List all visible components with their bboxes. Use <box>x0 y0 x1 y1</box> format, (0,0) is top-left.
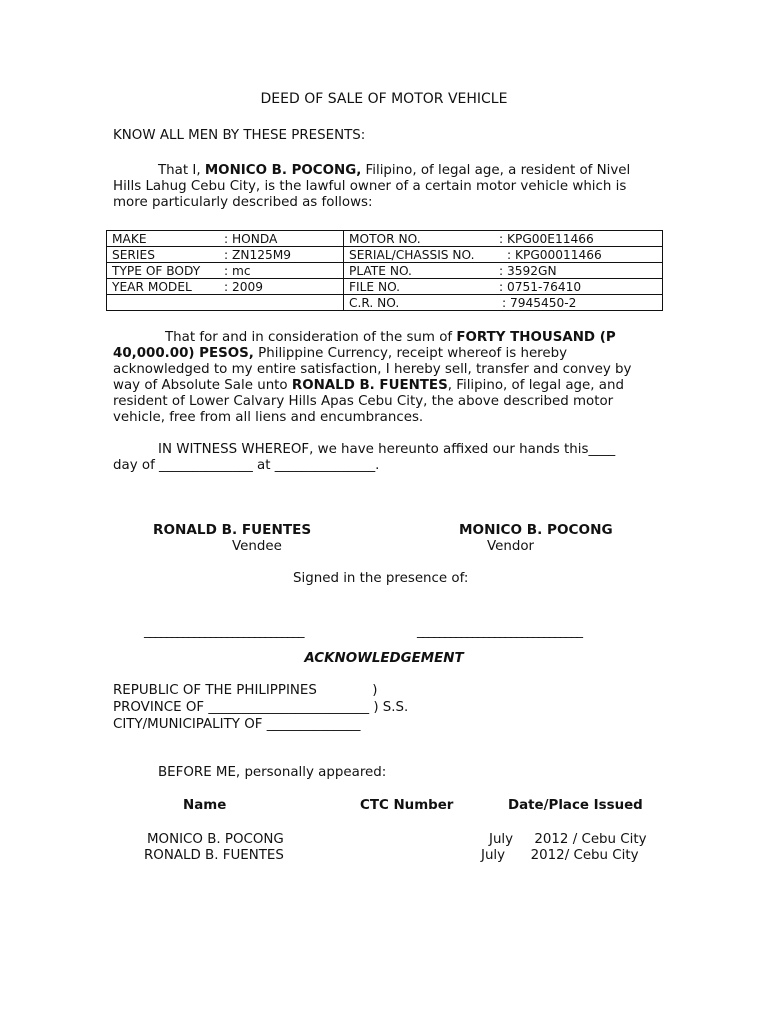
amount-figure: 40,000.00) PESOS, <box>113 346 254 361</box>
table-cell: FILE NO. : 0751-76410 <box>344 279 663 295</box>
intro-suffix: Filipino, of legal age, a resident of Nivel <box>365 163 631 178</box>
vendor-name-inline: MONICO B. POCONG, <box>204 163 362 178</box>
amount-words: FORTY THOUSAND (P <box>456 330 616 345</box>
appearer-date-place: July 2012/ Cebu City <box>481 848 639 863</box>
table-cell: PLATE NO. : 3592GN <box>344 263 663 279</box>
header-date-place: Date/Place Issued <box>508 798 643 813</box>
witness-paragraph <box>113 442 643 474</box>
table-cell: YEAR MODEL : 2009 <box>107 279 344 295</box>
consideration-line-5: resident of Lower Calvary Hills Apas Cebu City, the above described motor <box>113 394 614 409</box>
vendee-name: RONALD B. FUENTES <box>153 522 312 538</box>
header-ctc-number: CTC Number <box>360 798 454 813</box>
appearer-name: RONALD B. FUENTES <box>144 848 284 863</box>
intro-line-3: more particularly described as follows: <box>113 195 373 210</box>
acknowledgement-heading: ACKNOWLEDGEMENT <box>304 651 464 666</box>
table-row <box>107 247 663 263</box>
vendee-role: Vendee <box>232 539 282 554</box>
intro-line-2: Hills Lahug Cebu City, is the lawful owner of a certain motor vehicle which is <box>113 179 627 194</box>
witness-line-1: IN WITNESS WHEREOF, we have hereunto affixed our hands this____ <box>158 442 616 457</box>
intro-prefix: That I, <box>158 163 201 178</box>
vehicle-details-table <box>106 230 663 311</box>
table-row <box>107 279 663 295</box>
appearer-name: MONICO B. POCONG <box>147 832 284 847</box>
consideration-line-3: acknowledged to my entire satisfaction, I hereby sell, transfer and convey by <box>113 362 632 377</box>
venue-province: PROVINCE OF ________________________ ) S.S. <box>113 700 409 715</box>
intro-paragraph <box>113 163 643 211</box>
witness-signature-line-left: _____________________________ <box>144 624 304 639</box>
table-cell: SERIES : ZN125M9 <box>107 247 344 263</box>
consideration-text: Philippine Currency, receipt whereof is hereby <box>258 346 568 361</box>
consideration-line-6: vehicle, free from all liens and encumbrances. <box>113 410 424 425</box>
table-cell: MOTOR NO. : KPG00E11466 <box>344 231 663 247</box>
table-row <box>107 295 663 311</box>
vendor-name: MONICO B. POCONG <box>459 522 613 538</box>
table-cell: C.R. NO. : 7945450-2 <box>344 295 663 311</box>
consideration-text: That for and in consideration of the sum of <box>165 330 453 345</box>
vendor-role: Vendor <box>487 539 535 554</box>
consideration-text: way of Absolute Sale unto <box>113 378 288 393</box>
venue-city: CITY/MUNICIPALITY OF ______________ <box>113 717 361 732</box>
table-cell: SERIAL/CHASSIS NO. : KPG00011466 <box>344 247 663 263</box>
table-row <box>107 231 663 247</box>
consideration-paragraph <box>113 330 643 426</box>
header-name: Name <box>183 798 227 813</box>
table-row <box>107 263 663 279</box>
before-me-line: BEFORE ME, personally appeared: <box>158 765 387 780</box>
table-cell <box>107 295 344 311</box>
witness-signature-line-right: ______________________________ <box>417 624 582 639</box>
opening-line: KNOW ALL MEN BY THESE PRESENTS: <box>113 128 366 143</box>
witness-line-2: day of ______________ at _______________. <box>113 458 380 473</box>
venue-republic: REPUBLIC OF THE PHILIPPINES ) <box>113 683 378 698</box>
presence-caption: Signed in the presence of: <box>293 571 469 586</box>
table-cell: TYPE OF BODY : mc <box>107 263 344 279</box>
document-title: DEED OF SALE OF MOTOR VEHICLE <box>260 91 508 107</box>
table-cell: MAKE : HONDA <box>107 231 344 247</box>
appearer-date-place: July 2012 / Cebu City <box>489 832 647 847</box>
vendee-name-inline: RONALD B. FUENTES <box>291 378 448 393</box>
consideration-text: , Filipino, of legal age, and <box>447 378 625 393</box>
